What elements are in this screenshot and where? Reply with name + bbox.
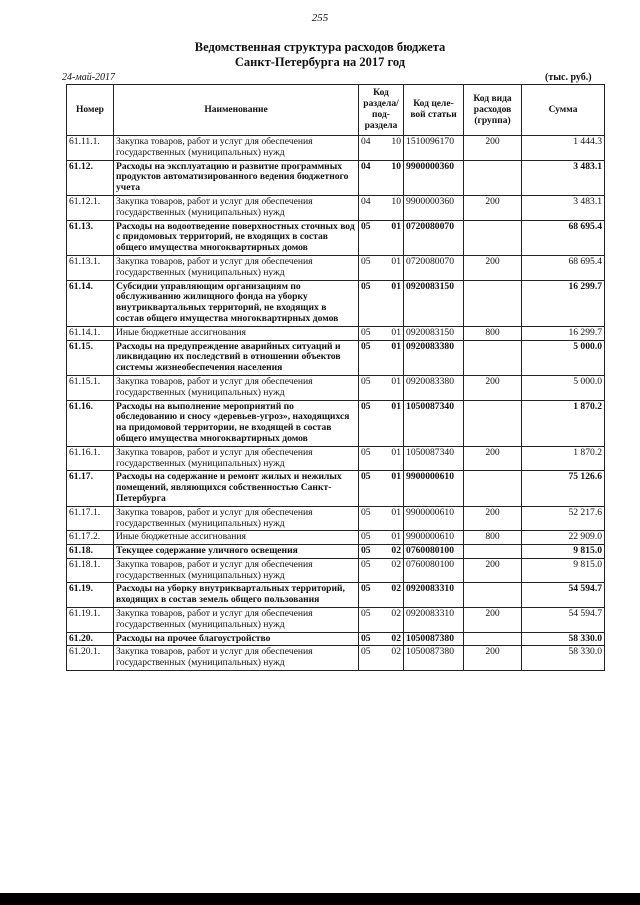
row-podrazdel: 02 (381, 632, 404, 646)
row-name: Текущее содержание уличного освещения (114, 545, 359, 559)
table-row (67, 632, 605, 646)
document-date: 24-май-2017 (62, 72, 116, 83)
row-sum: 22 909.0 (522, 531, 605, 545)
row-razdel: 04 (359, 136, 381, 161)
table-row (67, 195, 605, 220)
row-number: 61.14. (67, 280, 114, 326)
title-line-2: Санкт-Петербурга на 2017 год (234, 55, 406, 69)
row-podrazdel: 01 (381, 531, 404, 545)
row-expense-type: 200 (464, 506, 522, 531)
table-row (67, 446, 605, 471)
table-row (67, 136, 605, 161)
row-podrazdel: 01 (381, 400, 404, 446)
row-podrazdel: 01 (381, 255, 404, 280)
row-number: 61.14.1. (67, 326, 114, 340)
row-expense-type: 200 (464, 136, 522, 161)
table-row (67, 608, 605, 633)
row-expense-type (464, 632, 522, 646)
row-number: 61.18. (67, 545, 114, 559)
row-sum: 5 000.0 (522, 375, 605, 400)
row-sum: 52 217.6 (522, 506, 605, 531)
row-target-article: 0920083380 (404, 375, 464, 400)
table-row (67, 375, 605, 400)
units-label: (тыс. руб.) (545, 72, 592, 83)
row-number: 61.17.1. (67, 506, 114, 531)
row-sum: 16 299.7 (522, 326, 605, 340)
row-sum: 58 330.0 (522, 646, 605, 671)
row-podrazdel: 10 (381, 160, 404, 195)
row-number: 61.20.1. (67, 646, 114, 671)
row-sum: 75 126.6 (522, 471, 605, 506)
row-sum: 9 815.0 (522, 545, 605, 559)
row-name: Закупка товаров, работ и услуг для обеспечения государственных (муниципальных) нужд (114, 608, 359, 633)
header-sum: Сумма (522, 85, 605, 136)
row-sum: 1 870.2 (522, 400, 605, 446)
row-expense-type: 200 (464, 195, 522, 220)
row-target-article: 0920083310 (404, 608, 464, 633)
row-expense-type: 200 (464, 608, 522, 633)
row-target-article: 1050087380 (404, 646, 464, 671)
row-number: 61.11.1. (67, 136, 114, 161)
row-name: Закупка товаров, работ и услуг для обеспечения государственных (муниципальных) нужд (114, 375, 359, 400)
budget-table (66, 84, 605, 671)
table-row (67, 545, 605, 559)
row-name: Закупка товаров, работ и услуг для обеспечения государственных (муниципальных) нужд (114, 558, 359, 583)
row-target-article: 0920083380 (404, 340, 464, 375)
row-target-article: 0720080070 (404, 255, 464, 280)
row-sum: 3 483.1 (522, 195, 605, 220)
row-target-article: 1050087340 (404, 446, 464, 471)
row-expense-type (464, 220, 522, 255)
row-sum: 3 483.1 (522, 160, 605, 195)
row-podrazdel: 01 (381, 340, 404, 375)
row-razdel: 05 (359, 280, 381, 326)
row-name: Иные бюджетные ассигнования (114, 326, 359, 340)
row-podrazdel: 02 (381, 545, 404, 559)
row-sum: 54 594.7 (522, 583, 605, 608)
row-target-article: 0760080100 (404, 558, 464, 583)
row-expense-type: 200 (464, 446, 522, 471)
row-sum: 5 000.0 (522, 340, 605, 375)
row-name: Расходы на выполнение мероприятий по обследованию и сносу «деревьев-угроз», находящихся на придомовой территории, не входящей в состав общего имущества многоквартирных домов (114, 400, 359, 446)
table-row (67, 400, 605, 446)
row-number: 61.19. (67, 583, 114, 608)
row-name: Закупка товаров, работ и услуг для обеспечения государственных (муниципальных) нужд (114, 255, 359, 280)
row-number: 61.15.1. (67, 375, 114, 400)
row-number: 61.12.1. (67, 195, 114, 220)
table-row (67, 506, 605, 531)
row-sum: 1 444.3 (522, 136, 605, 161)
row-podrazdel: 01 (381, 375, 404, 400)
table-row (67, 531, 605, 545)
row-number: 61.17.2. (67, 531, 114, 545)
title-line-1: Ведомственная структура расходов бюджета (194, 40, 446, 54)
row-razdel: 05 (359, 326, 381, 340)
row-podrazdel: 10 (381, 136, 404, 161)
row-number: 61.19.1. (67, 608, 114, 633)
row-sum: 58 330.0 (522, 632, 605, 646)
row-target-article: 0720080070 (404, 220, 464, 255)
header-number: Номер (67, 85, 114, 136)
row-podrazdel: 01 (381, 446, 404, 471)
row-expense-type: 200 (464, 646, 522, 671)
row-name: Закупка товаров, работ и услуг для обеспечения государственных (муниципальных) нужд (114, 646, 359, 671)
row-target-article: 1050087380 (404, 632, 464, 646)
table-row (67, 160, 605, 195)
row-razdel: 05 (359, 608, 381, 633)
row-razdel: 04 (359, 195, 381, 220)
row-razdel: 05 (359, 583, 381, 608)
row-podrazdel: 02 (381, 646, 404, 671)
document-title (0, 40, 640, 70)
row-name: Расходы на эксплуатацию и развитие программных продуктов автоматизированного ведения бюджетного учета (114, 160, 359, 195)
table-row (67, 340, 605, 375)
row-expense-type (464, 471, 522, 506)
row-expense-type: 200 (464, 255, 522, 280)
row-razdel: 05 (359, 558, 381, 583)
row-razdel: 05 (359, 531, 381, 545)
row-podrazdel: 02 (381, 558, 404, 583)
row-razdel: 05 (359, 220, 381, 255)
row-sum: 68 695.4 (522, 255, 605, 280)
header-target-article: Код целе-вой статьи (404, 85, 464, 136)
row-podrazdel: 01 (381, 506, 404, 531)
row-sum: 1 870.2 (522, 446, 605, 471)
row-target-article: 0760080100 (404, 545, 464, 559)
row-razdel: 05 (359, 255, 381, 280)
row-podrazdel: 01 (381, 220, 404, 255)
row-podrazdel: 01 (381, 326, 404, 340)
row-podrazdel: 02 (381, 583, 404, 608)
row-name: Закупка товаров, работ и услуг для обеспечения государственных (муниципальных) нужд (114, 195, 359, 220)
row-expense-type: 800 (464, 326, 522, 340)
row-razdel: 05 (359, 375, 381, 400)
row-target-article: 1050087340 (404, 400, 464, 446)
row-target-article: 0920083310 (404, 583, 464, 608)
row-target-article: 9900000610 (404, 531, 464, 545)
row-podrazdel: 10 (381, 195, 404, 220)
row-number: 61.13.1. (67, 255, 114, 280)
table-row (67, 583, 605, 608)
row-sum: 9 815.0 (522, 558, 605, 583)
row-expense-type (464, 160, 522, 195)
row-number: 61.18.1. (67, 558, 114, 583)
row-number: 61.15. (67, 340, 114, 375)
row-expense-type: 800 (464, 531, 522, 545)
row-podrazdel: 01 (381, 280, 404, 326)
row-number: 61.16. (67, 400, 114, 446)
row-number: 61.20. (67, 632, 114, 646)
row-razdel: 05 (359, 340, 381, 375)
row-target-article: 9900000360 (404, 195, 464, 220)
row-name: Расходы на предупреждение аварийных ситуаций и ликвидацию их последствий в отношении объектов системы жизнеобеспечения населения (114, 340, 359, 375)
row-number: 61.16.1. (67, 446, 114, 471)
row-sum: 16 299.7 (522, 280, 605, 326)
row-podrazdel: 01 (381, 471, 404, 506)
row-number: 61.17. (67, 471, 114, 506)
row-target-article: 1510096170 (404, 136, 464, 161)
row-name: Расходы на водоотведение поверхностных сточных вод с придомовых территорий, не входящих в состав общего имущества многоквартирных домов (114, 220, 359, 255)
table-body (67, 136, 605, 671)
row-expense-type: 200 (464, 558, 522, 583)
table-header-row (67, 85, 605, 136)
row-razdel: 05 (359, 506, 381, 531)
row-sum: 54 594.7 (522, 608, 605, 633)
row-target-article: 9900000360 (404, 160, 464, 195)
row-podrazdel: 02 (381, 608, 404, 633)
row-sum: 68 695.4 (522, 220, 605, 255)
table-row (67, 646, 605, 671)
row-expense-type (464, 583, 522, 608)
row-name: Закупка товаров, работ и услуг для обеспечения государственных (муниципальных) нужд (114, 136, 359, 161)
header-razdel: Код раздела/ под-раздела (359, 85, 404, 136)
row-name: Расходы на уборку внутриквартальных территорий, входящих в состав земель общего пользования (114, 583, 359, 608)
row-name: Иные бюджетные ассигнования (114, 531, 359, 545)
row-expense-type (464, 340, 522, 375)
row-razdel: 05 (359, 646, 381, 671)
row-expense-type (464, 545, 522, 559)
row-razdel: 04 (359, 160, 381, 195)
scan-bottom-edge (0, 893, 640, 905)
row-name: Субсидии управляющим организациям по обслуживанию жилищного фонда на уборку внутриквартальных территорий, не входящих в состав общего имущества многоквартирных домов (114, 280, 359, 326)
row-razdel: 05 (359, 446, 381, 471)
page-number: 255 (311, 12, 329, 24)
table-row (67, 220, 605, 255)
row-name: Расходы на прочее благоустройство (114, 632, 359, 646)
row-razdel: 05 (359, 632, 381, 646)
row-name: Закупка товаров, работ и услуг для обеспечения государственных (муниципальных) нужд (114, 446, 359, 471)
table-row (67, 326, 605, 340)
header-expense-type: Код вида расходов (группа) (464, 85, 522, 136)
row-expense-type (464, 400, 522, 446)
header-name: Наименование (114, 85, 359, 136)
row-target-article: 9900000610 (404, 506, 464, 531)
row-razdel: 05 (359, 471, 381, 506)
row-expense-type (464, 280, 522, 326)
row-number: 61.13. (67, 220, 114, 255)
table-row (67, 280, 605, 326)
row-number: 61.12. (67, 160, 114, 195)
row-target-article: 0920083150 (404, 326, 464, 340)
row-razdel: 05 (359, 545, 381, 559)
table-row (67, 471, 605, 506)
table-row (67, 558, 605, 583)
row-target-article: 0920083150 (404, 280, 464, 326)
table-row (67, 255, 605, 280)
row-expense-type: 200 (464, 375, 522, 400)
row-target-article: 9900000610 (404, 471, 464, 506)
row-razdel: 05 (359, 400, 381, 446)
row-name: Закупка товаров, работ и услуг для обеспечения государственных (муниципальных) нужд (114, 506, 359, 531)
row-name: Расходы на содержание и ремонт жилых и нежилых помещений, являющихся собственностью Санкт-Петербурга (114, 471, 359, 506)
